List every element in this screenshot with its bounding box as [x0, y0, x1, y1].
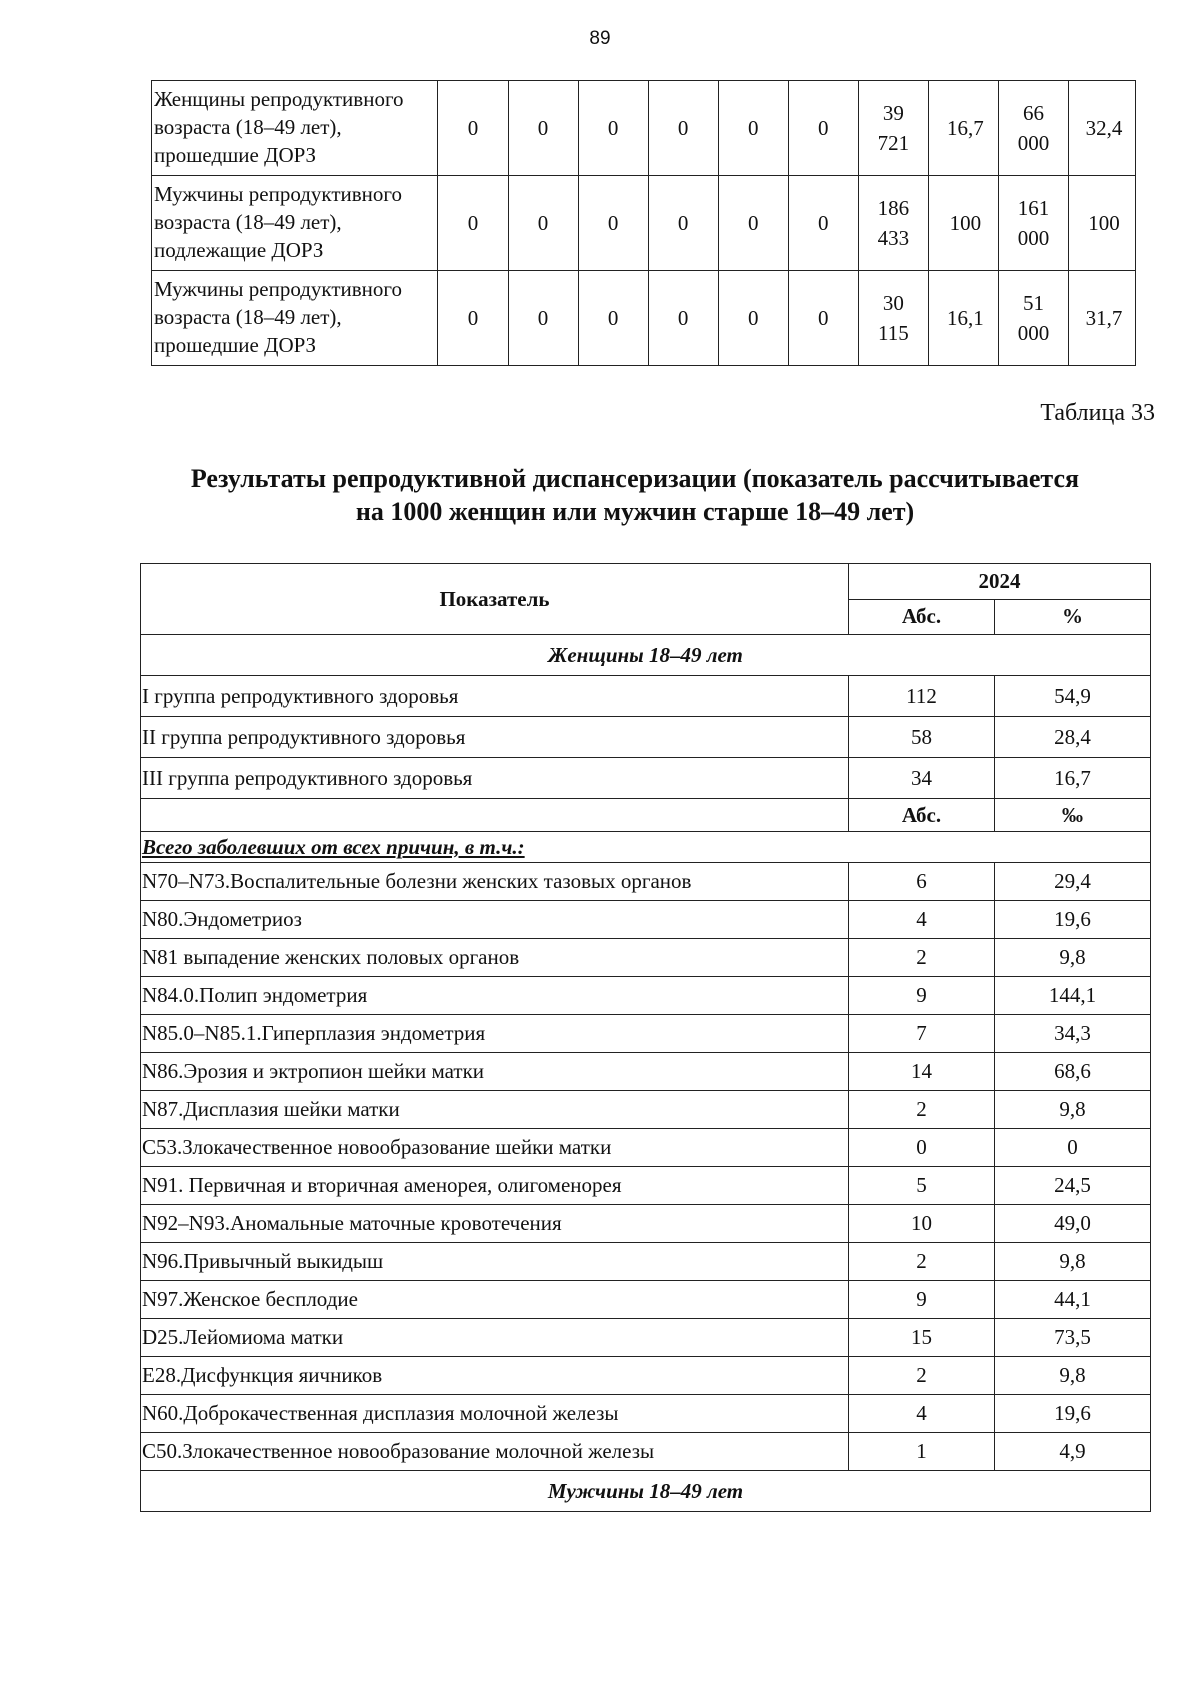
group-label: III группа репродуктивного здоровья [141, 758, 849, 799]
disease-row [141, 1015, 1151, 1053]
disease-abs: 5 [849, 1167, 995, 1205]
percent-cell: 31,7 [1069, 271, 1136, 366]
results-table [140, 563, 1151, 1512]
disease-label: E28.Дисфункция яичников [141, 1357, 849, 1395]
disease-abs: 6 [849, 863, 995, 901]
disease-row [141, 1205, 1151, 1243]
category-line: Женщины репродуктивного [154, 87, 404, 111]
disease-rate: 24,5 [995, 1167, 1151, 1205]
value-line: 721 [877, 131, 910, 155]
category-line: прошедшие ДОРЗ [154, 143, 317, 167]
group-abs: 34 [849, 758, 995, 799]
disease-row [141, 1319, 1151, 1357]
category-cell [152, 176, 438, 271]
disease-row [141, 1243, 1151, 1281]
value-cell: 0 [508, 176, 578, 271]
table-caption: Таблица 33 [1040, 400, 1155, 426]
value-line: 433 [877, 226, 910, 250]
disease-label: C53.Злокачественное новообразование шейки матки [141, 1129, 849, 1167]
category-line: Мужчины репродуктивного [154, 182, 402, 206]
percent-cell: 100 [1069, 176, 1136, 271]
percent-cell: 16,7 [928, 81, 998, 176]
abs-header: Абс. [849, 599, 995, 635]
total-row [141, 832, 1151, 863]
value-cell: 0 [648, 176, 718, 271]
disease-abs: 9 [849, 1281, 995, 1319]
disease-rate: 34,3 [995, 1015, 1151, 1053]
disease-label: N70–N73.Воспалительные болезни женских тазовых органов [141, 863, 849, 901]
value-cell: 0 [578, 271, 648, 366]
women-section-row [141, 635, 1151, 676]
disease-rate: 9,8 [995, 1243, 1151, 1281]
disease-abs: 2 [849, 1357, 995, 1395]
continuation-table [151, 80, 1136, 366]
disease-rate: 0 [995, 1129, 1151, 1167]
group-pct: 16,7 [995, 758, 1151, 799]
disease-label: N85.0–N85.1.Гиперплазия эндометрия [141, 1015, 849, 1053]
disease-rate: 29,4 [995, 863, 1151, 901]
top-table-row [152, 271, 1136, 366]
disease-row [141, 977, 1151, 1015]
disease-label: N87.Дисплазия шейки матки [141, 1091, 849, 1129]
disease-abs: 1 [849, 1433, 995, 1471]
unit-permille: ‰ [995, 799, 1151, 832]
percent-cell: 16,1 [928, 271, 998, 366]
value-line: 115 [877, 321, 909, 345]
disease-label: C50.Злокачественное новообразование молочной железы [141, 1433, 849, 1471]
absolute-value-cell [998, 271, 1068, 366]
disease-abs: 14 [849, 1053, 995, 1091]
category-cell [152, 81, 438, 176]
disease-rate: 44,1 [995, 1281, 1151, 1319]
category-cell [152, 271, 438, 366]
unit-row [141, 799, 1151, 832]
disease-row [141, 1167, 1151, 1205]
disease-row [141, 1053, 1151, 1091]
disease-abs: 2 [849, 939, 995, 977]
value-cell: 0 [788, 271, 858, 366]
absolute-value-cell [998, 176, 1068, 271]
absolute-value-cell [858, 81, 928, 176]
disease-label: N91. Первичная и вторичная аменорея, олигоменорея [141, 1167, 849, 1205]
absolute-value-cell [858, 176, 928, 271]
value-cell: 0 [438, 176, 508, 271]
table-heading-line-1: Результаты репродуктивной диспансеризации (показатель рассчитывается [190, 464, 1080, 493]
disease-abs: 2 [849, 1243, 995, 1281]
disease-label: N60.Доброкачественная дисплазия молочной железы [141, 1395, 849, 1433]
group-label: I группа репродуктивного здоровья [141, 676, 849, 717]
category-line: возраста (18–49 лет), [154, 305, 342, 329]
disease-rate: 9,8 [995, 939, 1151, 977]
disease-row [141, 939, 1151, 977]
disease-row [141, 1129, 1151, 1167]
value-line: 000 [1017, 321, 1050, 345]
group-pct: 28,4 [995, 717, 1151, 758]
absolute-value-cell [858, 271, 928, 366]
disease-rate: 19,6 [995, 1395, 1151, 1433]
value-line: 66 [1022, 101, 1044, 125]
category-line: возраста (18–49 лет), [154, 115, 342, 139]
group-pct: 54,9 [995, 676, 1151, 717]
group-row [141, 676, 1151, 717]
value-cell: 0 [438, 81, 508, 176]
group-label: II группа репродуктивного здоровья [141, 717, 849, 758]
group-row [141, 758, 1151, 799]
disease-label: N81 выпадение женских половых органов [141, 939, 849, 977]
total-label: Всего заболевших от всех причин, в т.ч.: [141, 832, 1151, 863]
page-number: 89 [589, 28, 611, 49]
disease-abs: 4 [849, 901, 995, 939]
top-table-row [152, 176, 1136, 271]
category-line: Мужчины репродуктивного [154, 277, 402, 301]
value-cell: 0 [578, 176, 648, 271]
disease-abs: 0 [849, 1129, 995, 1167]
disease-rate: 9,8 [995, 1091, 1151, 1129]
group-abs: 58 [849, 717, 995, 758]
disease-row [141, 1091, 1151, 1129]
category-line: прошедшие ДОРЗ [154, 333, 317, 357]
men-section-title: Мужчины 18–49 лет [141, 1471, 1151, 1512]
value-cell: 0 [508, 81, 578, 176]
disease-rate: 9,8 [995, 1357, 1151, 1395]
disease-abs: 4 [849, 1395, 995, 1433]
disease-label: N84.0.Полип эндометрия [141, 977, 849, 1015]
category-line: подлежащие ДОРЗ [154, 238, 324, 262]
table-heading [120, 462, 1150, 528]
disease-abs: 7 [849, 1015, 995, 1053]
year-header: 2024 [849, 564, 1151, 600]
value-cell: 0 [578, 81, 648, 176]
group-abs: 112 [849, 676, 995, 717]
value-cell: 0 [718, 81, 788, 176]
absolute-value-cell [998, 81, 1068, 176]
value-line: 30 [882, 291, 904, 315]
value-cell: 0 [438, 271, 508, 366]
disease-rate: 73,5 [995, 1319, 1151, 1357]
top-table-row [152, 81, 1136, 176]
disease-row [141, 1357, 1151, 1395]
value-cell: 0 [648, 271, 718, 366]
disease-abs: 10 [849, 1205, 995, 1243]
disease-abs: 15 [849, 1319, 995, 1357]
value-cell: 0 [788, 176, 858, 271]
category-line: возраста (18–49 лет), [154, 210, 342, 234]
value-cell: 0 [508, 271, 578, 366]
disease-row [141, 901, 1151, 939]
percent-cell: 100 [928, 176, 998, 271]
header-row [141, 564, 1151, 600]
disease-row [141, 1395, 1151, 1433]
disease-row [141, 1281, 1151, 1319]
disease-label: D25.Лейомиома матки [141, 1319, 849, 1357]
unit-abs: Абс. [849, 799, 995, 832]
men-section-row [141, 1471, 1151, 1512]
value-cell: 0 [788, 81, 858, 176]
disease-rate: 68,6 [995, 1053, 1151, 1091]
disease-rate: 144,1 [995, 977, 1151, 1015]
value-cell: 0 [648, 81, 718, 176]
women-section-title: Женщины 18–49 лет [141, 635, 1151, 676]
value-cell: 0 [718, 271, 788, 366]
percent-cell: 32,4 [1069, 81, 1136, 176]
disease-label: N86.Эрозия и эктропион шейки матки [141, 1053, 849, 1091]
value-line: 186 [877, 196, 910, 220]
value-line: 000 [1017, 226, 1050, 250]
disease-row [141, 863, 1151, 901]
disease-rate: 4,9 [995, 1433, 1151, 1471]
value-line: 161 [1017, 196, 1050, 220]
disease-label: N80.Эндометриоз [141, 901, 849, 939]
table-heading-line-2: на 1000 женщин или мужчин старше 18–49 лет) [355, 497, 915, 526]
disease-rate: 49,0 [995, 1205, 1151, 1243]
disease-label: N92–N93.Аномальные маточные кровотечения [141, 1205, 849, 1243]
value-line: 39 [882, 101, 904, 125]
disease-row [141, 1433, 1151, 1471]
group-row [141, 717, 1151, 758]
unit-row-blank [141, 799, 849, 832]
pct-header: % [995, 599, 1151, 635]
disease-label: N96.Привычный выкидыш [141, 1243, 849, 1281]
indicator-header: Показатель [141, 564, 849, 635]
value-line: 000 [1017, 131, 1050, 155]
disease-rate: 19,6 [995, 901, 1151, 939]
disease-abs: 9 [849, 977, 995, 1015]
value-line: 51 [1022, 291, 1044, 315]
value-cell: 0 [718, 176, 788, 271]
disease-label: N97.Женское бесплодие [141, 1281, 849, 1319]
disease-abs: 2 [849, 1091, 995, 1129]
